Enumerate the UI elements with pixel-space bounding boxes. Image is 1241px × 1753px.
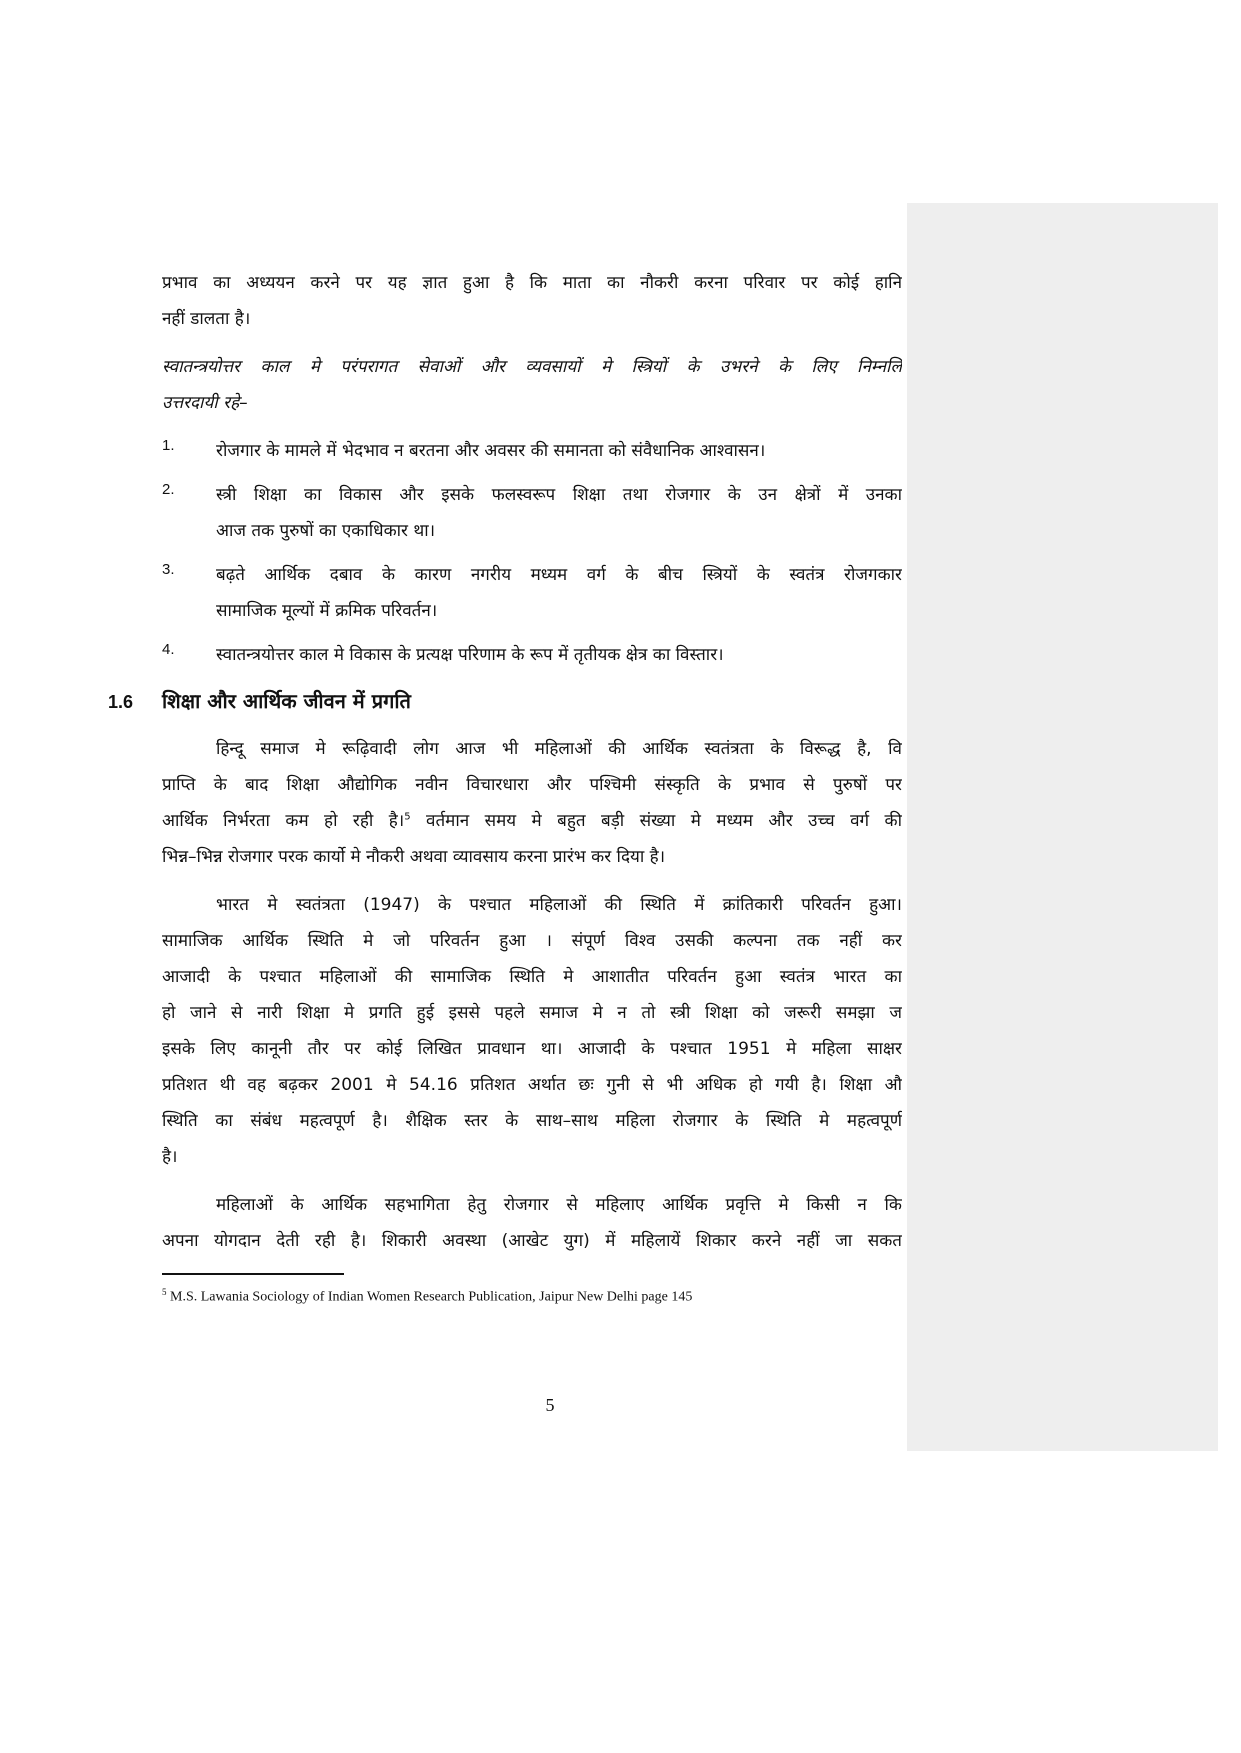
paragraph [162, 887, 902, 1175]
footnote-marker: 5 [162, 1287, 167, 1297]
footnote-separator [162, 1273, 344, 1275]
list-item [162, 433, 902, 469]
paragraph [162, 731, 902, 875]
text-line: है। [162, 1147, 178, 1167]
list-item [162, 557, 902, 629]
text-line: स्वातन्त्रयोत्तर काल मे विकास के प्रत्यक्ष परिणाम के रूप में तृतीयक क्षेत्र का विस्तार। [216, 645, 724, 665]
text-line: रोजगार के मामले में भेदभाव न बरतना और अवसर की समानता को संवैधानिक आश्वासन। [216, 441, 766, 461]
text-line: प्रभाव का अध्ययन करने पर यह ज्ञात हुआ है कि माता का नौकरी करना परिवार पर कोई हानि [162, 273, 902, 293]
text-line: सामाजिक मूल्यों में क्रमिक परिवर्तन। [216, 601, 438, 621]
paragraph [162, 1187, 902, 1259]
text-line [162, 803, 902, 839]
list-number: 2. [162, 481, 175, 498]
list-number: 3. [162, 561, 175, 578]
text-fragment: आर्थिक निर्भरता कम हो रही है। [162, 811, 405, 831]
italic-intro [162, 349, 902, 421]
numbered-list [162, 433, 902, 673]
text-line: भिन्न–भिन्न रोजगार परक कार्यो मे नौकरी अथवा व्यावसाय करना प्रारंभ कर दिया है। [162, 847, 666, 867]
text-line: हिन्दू समाज मे रूढ़िवादी लोग आज भी महिलाओं की आर्थिक स्वतंत्रता के विरूद्ध है, वि [216, 739, 902, 759]
document-page [108, 265, 902, 1307]
list-number: 4. [162, 641, 175, 658]
text-line: महिलाओं के आर्थिक सहभागिता हेतु रोजगार से महिलाए आर्थिक प्रवृत्ति मे किसी न कि [216, 1195, 902, 1215]
text-fragment: वर्तमान समय मे बहुत बड़ी संख्या मे मध्यम और उच्च वर्ग की [410, 811, 902, 831]
text-line: स्थिति का संबंध महत्वपूर्ण है। शैक्षिक स्तर के साथ–साथ महिला रोजगार के स्थिति मे महत्वपूर्ण [162, 1111, 902, 1131]
text-line: हो जाने से नारी शिक्षा मे प्रगति हुई इससे पहले समाज मे न तो स्त्री शिक्षा को जरूरी समझा ज [162, 1003, 902, 1023]
section-title: शिक्षा और आर्थिक जीवन में प्रगति [162, 689, 411, 713]
footnote [162, 1283, 902, 1307]
text-line: सामाजिक आर्थिक स्थिति मे जो परिवर्तन हुआ । संपूर्ण विश्व उसकी कल्पना तक नहीं कर [162, 931, 902, 951]
text-line: उत्तरदायी रहे– [162, 393, 248, 413]
text-line: इसके लिए कानूनी तौर पर कोई लिखित प्रावधान था। आजादी के पश्चात 1951 मे महिला साक्षर [162, 1039, 902, 1059]
text-line: भारत मे स्वतंत्रता (1947) के पश्चात महिलाओं की स्थिति में क्रांतिकारी परिवर्तन हुआ। [216, 895, 902, 915]
comment-pane [907, 203, 1218, 1451]
section-number: 1.6 [108, 692, 134, 712]
text-line: अपना योगदान देती रही है। शिकारी अवस्था (आखेट युग) में महिलायें शिकार करने नहीं जा सकत [162, 1231, 902, 1251]
text-line: बढ़ते आर्थिक दबाव के कारण नगरीय मध्यम वर्ग के बीच स्त्रियों के स्वतंत्र रोजगकार [216, 565, 902, 585]
section-heading [108, 681, 902, 721]
text-line: प्रतिशत थी वह बढ़कर 2001 मे 54.16 प्रतिशत अर्थात छः गुनी से भी अधिक हो गयी है। शिक्षा औ [162, 1075, 902, 1095]
footnote-reference: 5 [404, 811, 411, 823]
list-number: 1. [162, 437, 175, 454]
text-line: स्वातन्त्रयोत्तर काल मे परंपरागत सेवाओं और व्यवसायों मे स्त्रियों के उभरने के लिए निम्नलि [162, 357, 902, 377]
intro-paragraph [162, 265, 902, 337]
list-item [162, 477, 902, 549]
footnote-text: M.S. Lawania Sociology of Indian Women Research Publication, Jaipur New Delhi page 145 [166, 1289, 693, 1305]
text-line: आज तक पुरुषों का एकाधिकार था। [216, 521, 436, 541]
page-number: 5 [545, 1395, 555, 1415]
text-line: प्राप्ति के बाद शिक्षा औद्योगिक नवीन विचारधारा और पश्चिमी संस्कृति के प्रभाव से पुरुषों पर [162, 775, 902, 795]
text-line: नहीं डालता है। [162, 309, 251, 329]
text-line: आजादी के पश्चात महिलाओं की सामाजिक स्थिति मे आशातीत परिवर्तन हुआ स्वतंत्र भारत का [162, 967, 902, 987]
text-line: स्त्री शिक्षा का विकास और इसके फलस्वरूप शिक्षा तथा रोजगार के उन क्षेत्रों में उनका [216, 485, 902, 505]
list-item [162, 637, 902, 673]
